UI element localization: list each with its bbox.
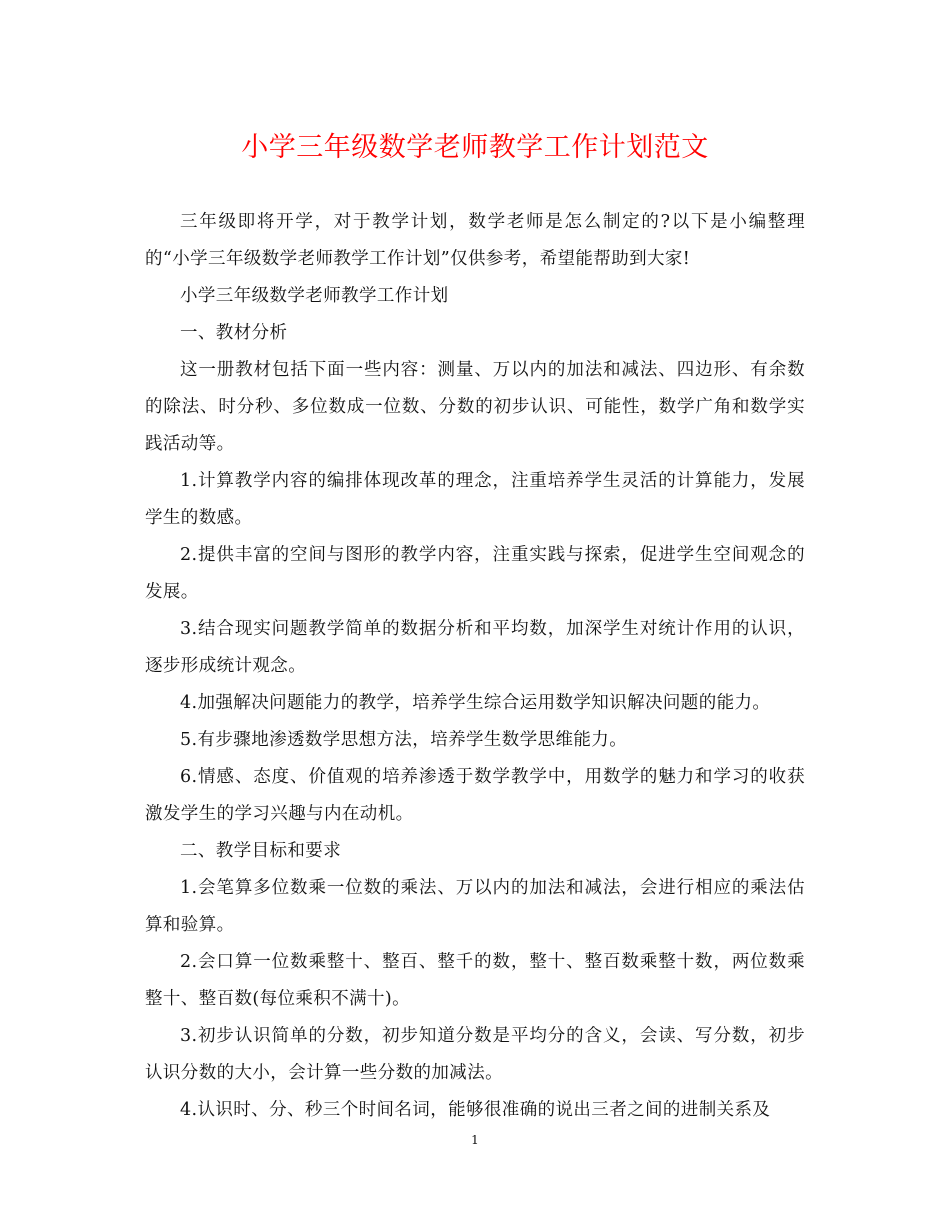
list-item: 2.会口算一位数乘整十、整百、整千的数，整十、整百数乘整十数，两位数乘整十、整百数(每位乘积不满十)。 [145,952,805,1009]
textbook-content-paragraph: 这一册教材包括下面一些内容：测量、万以内的加法和减法、四边形、有余数的除法、时分秒、多位数成一位数、分数的初步认识、可能性，数学广角和数学实践活动等。 [145,360,805,454]
plan-heading: 小学三年级数学老师教学工作计划 [180,286,449,306]
list-item: 4.加强解决问题能力的教学，培养学生综合运用数学知识解决问题的能力。 [180,693,771,713]
page-number: 1 [471,1133,479,1147]
list-item: 1.计算教学内容的编排体现改革的理念，注重培养学生灵活的计算能力，发展学生的数感。 [145,471,805,528]
list-item: 3.结合现实问题教学简单的数据分析和平均数，加深学生对统计作用的认识，逐步形成统计观念。 [145,619,805,676]
list-item: 4.认识时、分、秒三个时间名词，能够很准确的说出三者之间的进制关系及 [180,1100,771,1120]
list-item: 3.初步认识简单的分数，初步知道分数是平均分的含义，会读、写分数，初步认识分数的大小，会计算一些分数的加减法。 [145,1026,805,1083]
document-body [145,204,805,1129]
section-heading-textbook-analysis: 一、教材分析 [180,323,288,343]
list-item: 5.有步骤地渗透数学思想方法，培养学生数学思维能力。 [180,730,628,750]
section-heading-goals: 二、教学目标和要求 [180,841,342,861]
intro-paragraph: 三年级即将开学，对于教学计划，数学老师是怎么制定的?以下是小编整理的“小学三年级数学老师教学工作计划”仅供参考，希望能帮助到大家! [145,212,805,269]
list-item: 6.情感、态度、价值观的培养渗透于数学教学中，用数学的魅力和学习的收获激发学生的学习兴趣与内在动机。 [145,767,805,824]
list-item: 1.会笔算多位数乘一位数的乘法、万以内的加法和减法，会进行相应的乘法估算和验算。 [145,878,805,935]
list-item: 2.提供丰富的空间与图形的教学内容，注重实践与探索，促进学生空间观念的发展。 [145,545,805,602]
document-title: 小学三年级数学老师教学工作计划范文 [241,132,709,163]
